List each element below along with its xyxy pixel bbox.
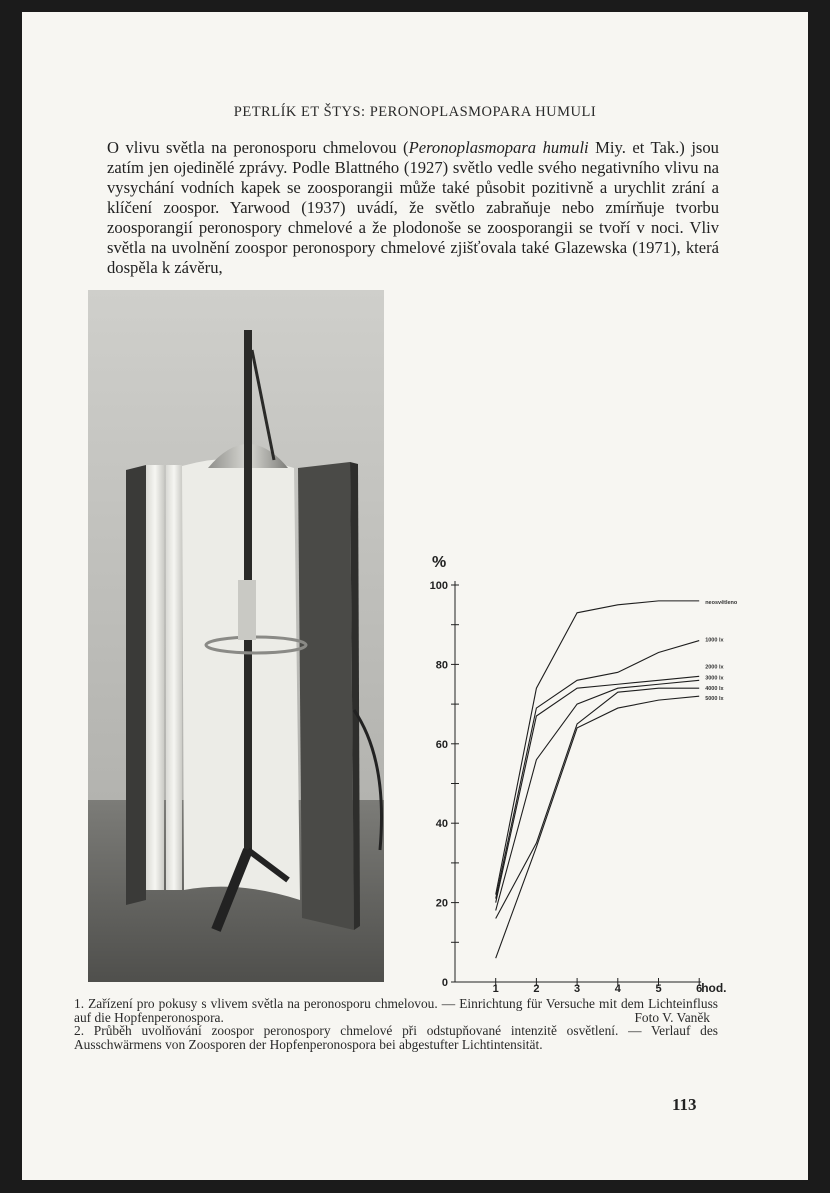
caption-fig1-text: 1. Zařízení pro pokusy s vlivem světla na peronosporu chmelovou. — Einrichtung für Versuche mit dem Lichteinfluss auf die Hopfenperonospora.: [74, 996, 718, 1025]
y-tick-label: 20: [435, 897, 448, 910]
running-header: PETRLÍK ET ŠTYS: PERONOPLASMOPARA HUMULI: [233, 104, 597, 120]
body-paragraph: [107, 138, 719, 278]
series-lines: [496, 601, 700, 958]
series-line: [496, 601, 700, 895]
x-tick-label: 2: [533, 983, 540, 995]
series-line: [496, 688, 700, 918]
x-tick-label: 6: [696, 983, 703, 995]
page-number: 113: [672, 1095, 697, 1114]
caption-fig1: [74, 997, 718, 1024]
y-tick-label: 100: [429, 580, 448, 592]
paragraph-lead: O vlivu světla na peronosporu chmelovou (: [107, 138, 409, 157]
y-axis-label: %: [432, 554, 447, 571]
series-line: [496, 676, 700, 902]
apparatus-photo: [88, 290, 384, 982]
paragraph-rest: Miy. et Tak.) jsou zatím jen ojedinělé zprávy. Podle Blattného (1927) světlo vedle svého negativního vlivu na vysychání vodních kapek se zoosporangii může také působit pozitivně a urychlit zrání a klíčení zoospor. Yarwood (1937) uvádí, že světlo zabraňuje nebo zmírňuje tvorbu zoosporangií peronospory chmelové a že plodonoše se zoosporangii se tvoří v noci. Vliv světla na uvolnění zoospor peronospory chmelové zjišťovala také Glazewska (1971), která dospěla k závěru,: [107, 138, 719, 277]
series-label: 5000 lx: [705, 696, 724, 703]
zoospore-release-chart: [402, 537, 738, 1002]
photo-credit: Foto V. Vaněk: [634, 1009, 710, 1025]
figure-caption: [74, 997, 718, 1051]
caption-fig2: 2. Průběh uvolňování zoospor peronospory chmelové při odstupňované intenzitě osvětlení. — Verlauf des Ausschwärmens von Zoosporen der Hopfenperonospora bei abgestufter Lichtintensität.: [74, 1023, 718, 1052]
y-tick-label: 40: [435, 818, 448, 831]
x-axis-ticks: [493, 978, 703, 995]
x-tick-label: 5: [655, 983, 662, 995]
x-tick-label: 1: [492, 983, 499, 995]
series-label: neosvětleno: [705, 599, 738, 606]
y-tick-label: 60: [435, 738, 448, 751]
species-name: Peronoplasmopara humuli: [408, 138, 589, 157]
x-axis-unit: hod.: [701, 981, 727, 995]
series-labels: [705, 600, 738, 702]
y-tick-label: 0: [441, 977, 448, 989]
series-label: 2000 lx: [705, 664, 724, 671]
y-tick-label: 80: [435, 659, 448, 672]
series-label: 1000 lx: [705, 637, 724, 644]
series-label: 3000 lx: [705, 675, 724, 682]
page: [22, 12, 808, 1180]
series-line: [496, 696, 700, 958]
x-tick-label: 3: [574, 983, 581, 995]
x-tick-label: 4: [614, 983, 621, 995]
series-label: 4000 lx: [705, 686, 724, 693]
